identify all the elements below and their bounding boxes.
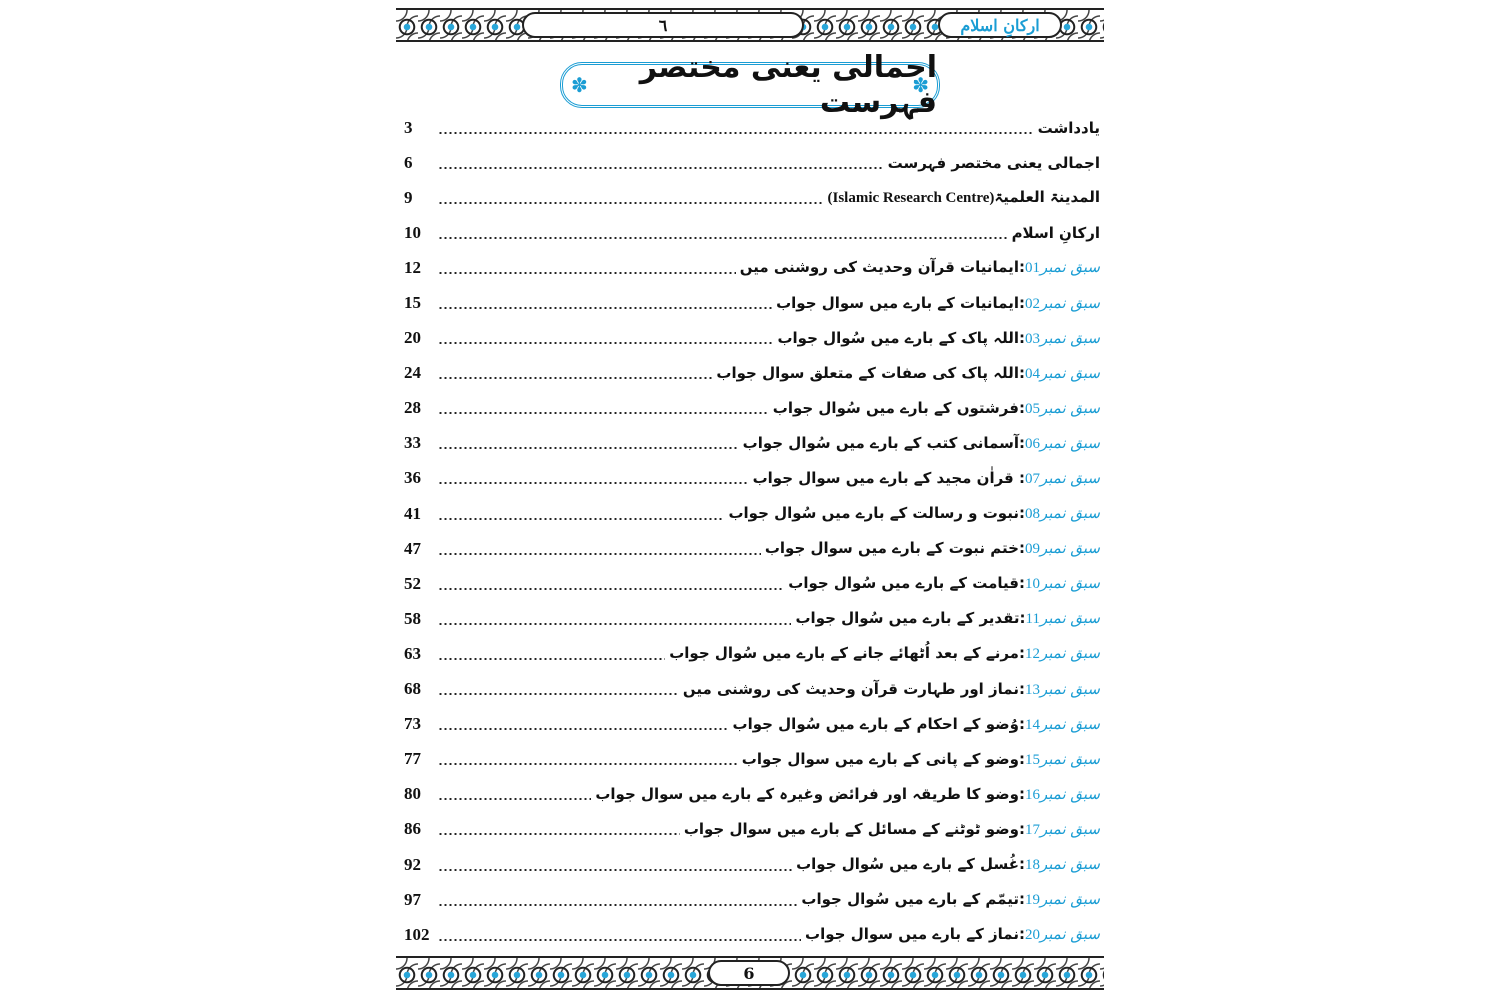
lesson-number: 10 xyxy=(1024,576,1040,593)
toc-entry[interactable] xyxy=(404,882,1100,917)
toc-entry[interactable] xyxy=(404,707,1100,742)
toc-entry[interactable] xyxy=(404,356,1100,391)
toc-entry[interactable] xyxy=(404,215,1100,250)
header-page-number: ٦ xyxy=(522,12,804,38)
dot-leader xyxy=(438,763,738,765)
lesson-number: 12 xyxy=(1024,646,1040,663)
lesson-number: 02 xyxy=(1024,295,1040,312)
lesson-label: سبق نمبر xyxy=(1039,714,1100,733)
lesson-label: سبق نمبر xyxy=(1039,539,1100,558)
toc-entry-title xyxy=(888,154,1100,172)
lesson-label: سبق نمبر xyxy=(1039,749,1100,768)
dot-leader xyxy=(438,342,773,344)
toc-page-number: 77 xyxy=(404,749,421,769)
toc-entry[interactable] xyxy=(404,250,1100,285)
toc-entry[interactable] xyxy=(404,847,1100,882)
toc-page-number: 12 xyxy=(404,257,421,277)
toc-page-number: 73 xyxy=(404,714,421,734)
toc-page-number: 20 xyxy=(404,328,421,348)
toc-entry-title xyxy=(795,609,1100,628)
entry-text: :نماز کے بارے میں سوال جواب xyxy=(805,925,1025,944)
dot-leader xyxy=(438,939,801,941)
entry-text: :وُضو کے احکام کے بارے میں سُوال جواب xyxy=(732,714,1025,733)
toc-entry-title xyxy=(773,399,1100,418)
lesson-label: سبق نمبر xyxy=(1039,363,1100,382)
toc-entry-title xyxy=(683,680,1100,699)
toc-entry-title xyxy=(765,539,1100,558)
lesson-label: سبق نمبر xyxy=(1039,644,1100,663)
toc-page-number: 80 xyxy=(404,784,421,804)
table-of-contents xyxy=(404,110,1100,952)
toc-entry[interactable] xyxy=(404,531,1100,566)
toc-entry-title xyxy=(684,820,1100,839)
entry-text: :مرنے کے بعد اُٹھائے جانے کے بارے میں سُوال جواب xyxy=(669,644,1025,663)
lesson-number: 07 xyxy=(1024,470,1040,487)
toc-page-number: 68 xyxy=(404,679,421,699)
lesson-label: سبق نمبر xyxy=(1039,398,1100,417)
header-band xyxy=(396,8,1104,42)
lesson-label: سبق نمبر xyxy=(1039,890,1100,909)
toc-page-number: 9 xyxy=(404,187,413,207)
dot-leader xyxy=(438,869,792,871)
toc-entry[interactable] xyxy=(404,566,1100,601)
toc-entry-title xyxy=(777,329,1100,348)
toc-entry-title xyxy=(740,258,1100,277)
entry-text: :نبوت و رسالت کے بارے میں سُوال جواب xyxy=(728,504,1025,523)
toc-page-number: 3 xyxy=(404,117,413,137)
toc-page-number: 47 xyxy=(404,538,421,558)
toc-page-number: 63 xyxy=(404,643,421,663)
entry-text: :نماز اور طہارت قرآن وحدیث کی روشنی میں xyxy=(682,679,1025,698)
dot-leader xyxy=(438,202,824,204)
dot-leader xyxy=(438,658,665,660)
lesson-number: 20 xyxy=(1024,927,1040,944)
toc-entry-title xyxy=(805,925,1100,944)
toc-page-number: 24 xyxy=(404,363,421,383)
toc-entry[interactable] xyxy=(404,180,1100,215)
toc-page-number: 33 xyxy=(404,433,421,453)
lesson-number: 03 xyxy=(1024,330,1040,347)
dot-leader xyxy=(438,623,791,625)
lesson-number: 13 xyxy=(1024,681,1040,698)
dot-leader xyxy=(438,693,679,695)
lesson-number: 01 xyxy=(1024,260,1040,277)
toc-entry-title xyxy=(801,890,1100,909)
dot-leader xyxy=(438,412,769,414)
dot-leader xyxy=(438,377,712,379)
entry-text: :ایمانیات قرآن وحدیث کی روشنی میں xyxy=(739,258,1025,277)
heading-frame xyxy=(560,50,940,120)
toc-page-number: 36 xyxy=(404,468,421,488)
dot-leader xyxy=(438,588,784,590)
dot-leader xyxy=(438,904,797,906)
dot-leader xyxy=(438,237,1008,239)
dot-leader xyxy=(438,482,749,484)
lesson-label: سبق نمبر xyxy=(1039,679,1100,698)
toc-entry[interactable] xyxy=(404,285,1100,320)
entry-text: :ختم نبوت کے بارے میں سوال جواب xyxy=(764,539,1025,558)
toc-entry-title xyxy=(742,750,1100,769)
lesson-number: 06 xyxy=(1024,435,1040,452)
lesson-label: سبق نمبر xyxy=(1039,328,1100,347)
entry-text: :آسمانی کتب کے بارے میں سُوال جواب xyxy=(742,433,1025,452)
entry-text: :قیامت کے بارے میں سُوال جواب xyxy=(788,574,1025,593)
page-title: ✽ اجمالی یعنی مختصر فہرست xyxy=(639,50,937,120)
dot-leader xyxy=(438,833,680,835)
entry-text: :ایمانیات کے بارے میں سوال جواب xyxy=(776,293,1025,312)
toc-entry-title xyxy=(595,785,1100,804)
dot-leader xyxy=(438,553,761,555)
footer-band xyxy=(396,956,1104,990)
toc-page-number: 52 xyxy=(404,573,421,593)
lesson-number: 08 xyxy=(1024,506,1040,523)
book-title: ارکانِ اسلام xyxy=(938,12,1062,38)
toc-entry-title xyxy=(733,715,1100,734)
lesson-number: 09 xyxy=(1024,541,1040,558)
toc-entry[interactable] xyxy=(404,601,1100,636)
entry-text: :وضو ٹوٹنے کے مسائل کے بارے میں سوال جواب xyxy=(683,819,1025,838)
lesson-number: 04 xyxy=(1024,365,1040,382)
lesson-number: 14 xyxy=(1024,716,1040,733)
lesson-label: سبق نمبر xyxy=(1039,293,1100,312)
toc-entry[interactable] xyxy=(404,321,1100,356)
toc-entry[interactable] xyxy=(404,426,1100,461)
toc-page-number: 86 xyxy=(404,819,421,839)
entry-text: :تقدیر کے بارے میں سُوال جواب xyxy=(795,609,1026,628)
toc-entry-title xyxy=(753,469,1100,488)
entry-text: المدینۃ العلمیۃ xyxy=(994,188,1100,207)
toc-entry[interactable] xyxy=(404,812,1100,847)
toc-page-number: 10 xyxy=(404,222,421,242)
entry-text: :وضو کے پانی کے بارے میں سوال جواب xyxy=(741,749,1025,768)
dot-leader xyxy=(438,307,772,309)
dot-leader xyxy=(438,518,724,520)
lesson-label: سبق نمبر xyxy=(1039,855,1100,874)
entry-text: :غُسل کے بارے میں سُوال جواب xyxy=(796,855,1025,874)
toc-entry[interactable] xyxy=(404,461,1100,496)
toc-page-number: 58 xyxy=(404,608,421,628)
lesson-label: سبق نمبر xyxy=(1039,925,1100,944)
toc-entry-title xyxy=(743,434,1100,453)
toc-entry-title xyxy=(788,574,1100,593)
lesson-number: 19 xyxy=(1024,892,1040,909)
entry-text: : قراٰن مجید کے بارے میں سوال جواب xyxy=(752,468,1025,487)
dot-leader xyxy=(438,132,1034,134)
lesson-label: سبق نمبر xyxy=(1039,468,1100,487)
toc-entry[interactable] xyxy=(404,742,1100,777)
lesson-number: 15 xyxy=(1024,751,1040,768)
dot-leader xyxy=(438,447,739,449)
toc-page-number: 28 xyxy=(404,398,421,418)
lesson-label: سبق نمبر xyxy=(1039,258,1100,277)
lesson-label: سبق نمبر xyxy=(1039,609,1100,628)
entry-text: :اللہ پاک کی صفات کے متعلق سوال جواب xyxy=(716,363,1025,382)
dot-leader xyxy=(438,167,884,169)
footer-page-number: 6 xyxy=(708,960,790,986)
toc-entry-title xyxy=(1012,224,1100,242)
entry-text: ارکانِ اسلام xyxy=(1011,223,1100,242)
entry-text: :تیمّم کے بارے میں سُوال جواب xyxy=(801,890,1025,909)
toc-entry-title xyxy=(776,294,1100,313)
dot-leader xyxy=(438,798,591,800)
entry-latin-text: (Islamic Research Centre) xyxy=(827,190,995,207)
toc-entry-title xyxy=(728,504,1100,523)
entry-text: اجمالی یعنی مختصر فہرست xyxy=(887,153,1100,172)
toc-entry[interactable] xyxy=(404,496,1100,531)
toc-entry-title xyxy=(716,364,1100,383)
lesson-number: 11 xyxy=(1025,611,1040,628)
toc-entry-title xyxy=(1038,119,1100,137)
lesson-number: 05 xyxy=(1024,400,1040,417)
toc-entry-title xyxy=(828,188,1101,207)
toc-page-number: 92 xyxy=(404,854,421,874)
entry-text: یادداشت xyxy=(1037,118,1100,137)
lesson-number: 17 xyxy=(1024,821,1040,838)
entry-text: :فرشتوں کے بارے میں سُوال جواب xyxy=(772,398,1025,417)
entry-text: :اللہ پاک کے بارے میں سُوال جواب xyxy=(777,328,1025,347)
toc-entry[interactable] xyxy=(404,145,1100,180)
toc-page-number: 97 xyxy=(404,889,421,909)
toc-page-number: 41 xyxy=(404,503,421,523)
toc-entry[interactable] xyxy=(404,391,1100,426)
toc-entry[interactable] xyxy=(404,917,1100,952)
lesson-number: 16 xyxy=(1024,786,1040,803)
toc-entry[interactable] xyxy=(404,636,1100,671)
toc-entry-title xyxy=(796,855,1100,874)
toc-page-number: 6 xyxy=(404,152,413,172)
toc-entry[interactable] xyxy=(404,777,1100,812)
toc-page-number: 102 xyxy=(404,924,430,944)
toc-entry-title xyxy=(669,644,1100,663)
lesson-label: سبق نمبر xyxy=(1039,574,1100,593)
dot-leader xyxy=(438,728,729,730)
toc-entry[interactable] xyxy=(404,672,1100,707)
dot-leader xyxy=(438,272,736,274)
toc-page-number: 15 xyxy=(404,293,421,313)
lesson-label: سبق نمبر xyxy=(1039,819,1100,838)
lesson-label: سبق نمبر xyxy=(1039,784,1100,803)
lesson-number: 18 xyxy=(1024,857,1040,874)
lesson-label: سبق نمبر xyxy=(1039,504,1100,523)
toc-entry[interactable] xyxy=(404,110,1100,145)
entry-text: :وضو کا طریقہ اور فرائض وغیرہ کے بارے میں سوال جواب xyxy=(595,784,1025,803)
lesson-label: سبق نمبر xyxy=(1039,433,1100,452)
